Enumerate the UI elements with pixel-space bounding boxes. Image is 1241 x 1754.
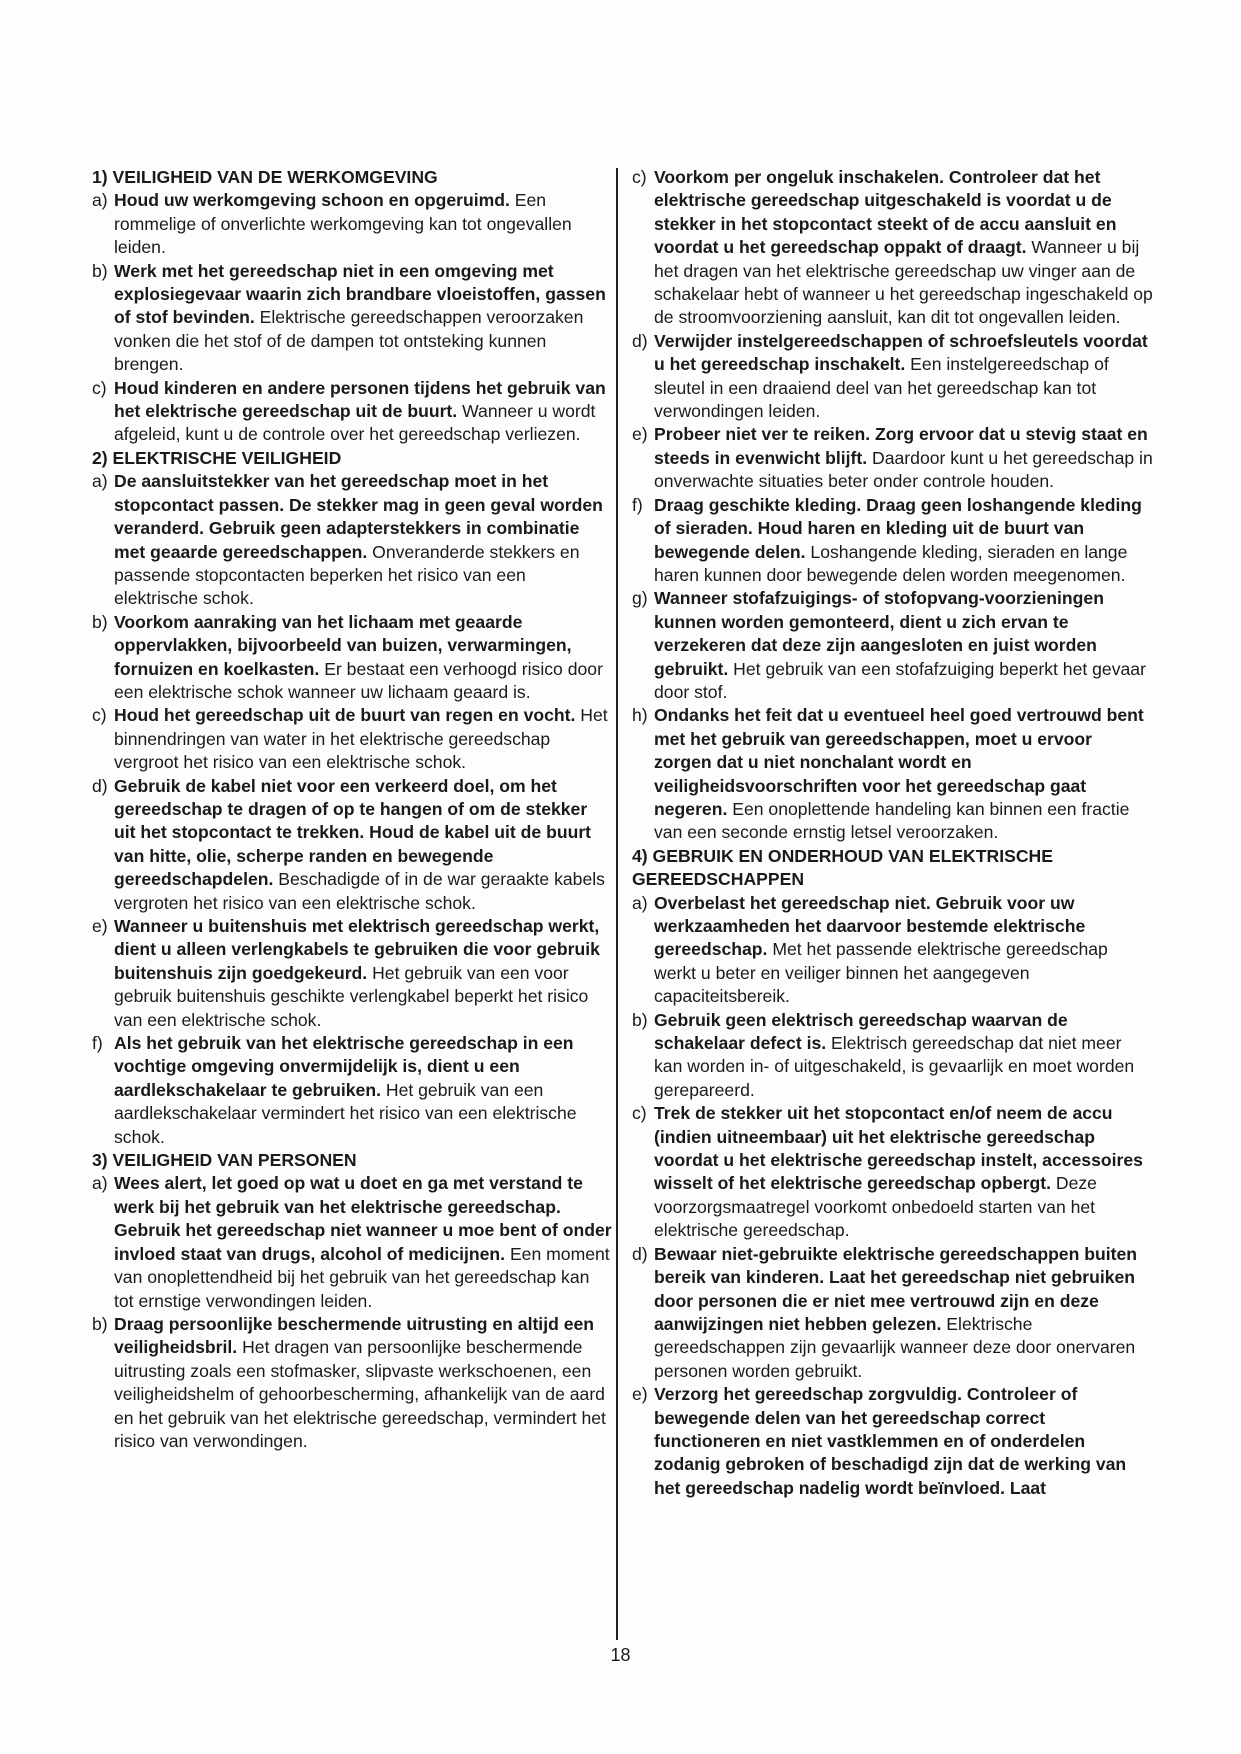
item-bold-text: Overbelast het gereedschap niet. Gebruik voor uw werkzaamheden het daarvoor bestemde elektrische gereedschap. [654, 892, 1086, 960]
right-column [632, 166, 1154, 1500]
list-item [92, 260, 612, 377]
item-letter: b) [92, 611, 108, 632]
item-letter: e) [632, 424, 648, 445]
item-bold-text: Werk met het gereedschap niet in een omgeving met explosiegevaar waarin zich brandbare vloeistoffen, gassen of stof bevinden. [114, 260, 606, 328]
list-item [632, 1243, 1154, 1383]
list-item [632, 1383, 1154, 1500]
item-text: Een onoplettende handeling kan binnen een fractie van een seconde ernstig letsel veroorzaken. [654, 798, 1130, 843]
item-text: Met het passende elektrische gereedschap werkt u beter en veiliger binnen het aangegeven capaciteitsbereik. [654, 939, 1108, 1007]
item-letter: f) [92, 1033, 103, 1054]
list-item [92, 470, 612, 610]
item-text: Beschadigde of in de war geraakte kabels vergroten het risico van een elektrische schok. [114, 869, 605, 913]
item-letter: f) [632, 494, 643, 515]
item-letter: d) [632, 1243, 648, 1264]
list-item [92, 1172, 612, 1312]
item-letter: e) [632, 1384, 648, 1405]
list-item [632, 423, 1154, 493]
item-bold-text: Houd het gereedschap uit de buurt van regen en vocht. [114, 705, 576, 726]
item-bold-text: Verzorg het gereedschap zorgvuldig. Controleer of bewegende delen van het gereedschap correct functioneren en niet vastklemmen en of onderdelen zodanig gebroken of beschadigd zijn dat de werking van het gereedschap nadelig wordt beïnvloed. Laat [654, 1384, 1127, 1498]
item-bold-text: Draag geschikte kleding. Draag geen loshangende kleding of sieraden. Houd haren en kleding uit de buurt van bewegende delen. [654, 494, 1142, 562]
item-bold-text: Voorkom per ongeluk inschakelen. Controleer dat het elektrische gereedschap uitgeschakeld is voordat u de stekker in het stopcontact steekt of de accu aansluit en voordat u het gereedschap oppakt of draagt. [654, 167, 1117, 258]
item-bold-text: Trek de stekker uit het stopcontact en/of neem de accu (indien uitneembaar) uit het elektrische gereedschap voordat u het elektrische gereedschap instelt, accessoires wisselt of het elektrische gereedschap opbergt. [654, 1103, 1143, 1194]
list-item [632, 1009, 1154, 1103]
list-item [92, 775, 612, 915]
item-letter: d) [92, 775, 108, 796]
list-item [92, 377, 612, 447]
item-text: Het gebruik van een aardlekschakelaar vermindert het risico van een elektrische schok. [114, 1079, 577, 1147]
list-item [632, 494, 1154, 588]
list-item [632, 166, 1154, 330]
item-bold-text: Verwijder instelgereedschappen of schroefsleutels voordat u het gereedschap inschakelt. [654, 330, 1148, 375]
item-bold-text: Wanneer stofafzuigings- of stofopvang-voorzieningen kunnen worden gemonteerd, dient u zich ervan te verzekeren dat deze zijn aangesloten en juist worden gebruikt. [654, 588, 1104, 679]
list-item [92, 704, 612, 774]
list-item [92, 611, 612, 705]
item-bold-text: Voorkom aanraking van het lichaam met geaarde oppervlakken, bijvoorbeeld van buizen, verwarmingen, fornuizen en koelkasten. [114, 611, 572, 679]
item-text: Er bestaat een verhoogd risico door een elektrische schok wanneer uw lichaam geaard is. [114, 658, 603, 702]
item-letter: c) [92, 377, 107, 398]
list-item [632, 1102, 1154, 1242]
item-text: Daardoor kunt u het gereedschap in onverwachte situaties beter onder controle houden. [654, 447, 1153, 492]
item-bold-text: Probeer niet ver te reiken. Zorg ervoor dat u stevig staat en steeds in evenwicht blijft. [654, 424, 1148, 468]
item-text: Wanneer u bij het dragen van het elektrische gereedschap uw vinger aan de schakelaar hebt of wanneer u het gereedschap ingeschakeld op de stroomvoorziening aansluit, kan dit tot ongevallen leiden. [654, 237, 1153, 328]
section-heading: 1) VEILIGHEID VAN DE WERKOMGEVING [92, 167, 438, 187]
item-letter: a) [92, 1173, 108, 1194]
item-bold-text: Ondanks het feit dat u eventueel heel goed vertrouwd bent met het gebruik van gereedschappen, moet u ervoor zorgen dat u niet nonchalant wordt en veiligheidsvoorschriften voor het gereedschap gaat negeren. [654, 705, 1144, 819]
item-letter: h) [632, 705, 648, 726]
item-text: Het dragen van persoonlijke beschermende uitrusting zoals een stofmasker, slipvaste werkschoenen, een veiligheidshelm of gehoorbescherming, afhankelijk van de aard en het gebruik van het elektrische gereedschap, vermindert het risico van verwondingen. [114, 1337, 606, 1451]
item-letter: c) [92, 705, 107, 726]
item-text: Elektrisch gereedschap dat niet meer kan worden in- of uitgeschakeld, is gevaarlijk en moet worden gerepareerd. [654, 1033, 1135, 1100]
item-letter: a) [92, 471, 108, 492]
item-text: Loshangende kleding, sieraden en lange haren kunnen door bewegende delen worden meegenomen. [654, 541, 1128, 585]
item-text: Elektrische gereedschappen veroorzaken vonken die het stof of de dampen tot ontsteking kunnen brengen. [114, 307, 584, 375]
item-text: Het gebruik van een stofafzuiging beperkt het gevaar door stof. [654, 658, 1146, 702]
item-text: Elektrische gereedschappen zijn gevaarlijk wanneer deze door onervaren personen worden gebruikt. [654, 1313, 1136, 1381]
section-heading: 4) GEBRUIK EN ONDERHOUD VAN ELEKTRISCHE GEREEDSCHAPPEN [632, 845, 1053, 890]
item-letter: g) [632, 588, 648, 609]
item-letter: d) [632, 330, 648, 351]
list-item [632, 330, 1154, 424]
list-item [92, 189, 612, 259]
item-text: Onveranderde stekkers en passende stopcontacten beperken het risico van een elektrische schok. [114, 541, 580, 609]
item-letter: b) [92, 1313, 108, 1334]
item-bold-text: Als het gebruik van het elektrische gereedschap in een vochtige omgeving onvermijdelijk is, dient u een aardlekschakelaar te gebruiken. [114, 1033, 574, 1100]
column-divider [616, 168, 618, 1640]
item-bold-text: Wees alert, let goed op wat u doet en ga met verstand te werk bij het gebruik van het elektrische gereedschap. Gebruik het gereedschap niet wanneer u moe bent of onder invloed staat van drugs, alcohol of medicijnen. [114, 1173, 612, 1264]
item-bold-text: Gebruik geen elektrisch gereedschap waarvan de schakelaar defect is. [654, 1009, 1068, 1054]
list-item [92, 915, 612, 1032]
list-item [92, 1313, 612, 1453]
item-letter: b) [632, 1009, 648, 1030]
item-bold-text: Draag persoonlijke beschermende uitrusting en altijd een veiligheidsbril. [114, 1313, 595, 1358]
list-item [632, 892, 1154, 1009]
item-bold-text: Houd uw werkomgeving schoon en opgeruimd. [114, 190, 510, 211]
page-number: 18 [610, 1645, 631, 1665]
item-text: Het binnendringen van water in het elektrische gereedschap vergroot het risico van een elektrische schok. [114, 705, 608, 773]
item-letter: a) [632, 892, 648, 913]
list-item [632, 587, 1154, 704]
item-bold-text: De aansluitstekker van het gereedschap moet in het stopcontact passen. De stekker mag in geen geval worden veranderd. Gebruik geen adapterstekkers in combinatie met geaarde gereedschappen. [114, 471, 603, 562]
item-bold-text: Houd kinderen en andere personen tijdens het gebruik van het elektrische gereedschap uit de buurt. [114, 377, 606, 422]
section-heading: 3) VEILIGHEID VAN PERSONEN [92, 1150, 357, 1171]
item-letter: c) [632, 1103, 647, 1124]
item-letter: e) [92, 916, 108, 936]
left-column [92, 166, 612, 1453]
item-bold-text: Wanneer u buitenshuis met elektrisch gereedschap werkt, dient u alleen verlengkabels te gebruiken die voor gebruik buitenshuis zijn goedgekeurd. [114, 916, 600, 983]
item-text: Een instelgereedschap of sleutel in een draaiend deel van het gereedschap kan tot verwondingen leiden. [654, 354, 1109, 422]
list-item [92, 1032, 612, 1149]
item-text: Wanneer u wordt afgeleid, kunt u de controle over het gereedschap verliezen. [114, 401, 596, 445]
item-text: Een moment van onoplettendheid bij het gebruik van het gereedschap kan tot ernstige verwondingen leiden. [114, 1243, 610, 1311]
item-letter: b) [92, 260, 108, 281]
item-letter: a) [92, 190, 108, 211]
item-bold-text: Bewaar niet-gebruikte elektrische gereedschappen buiten bereik van kinderen. Laat het gereedschap niet gebruiken door personen die er niet mee vertrouwd zijn en deze aanwijzingen niet hebben gelezen. [654, 1243, 1138, 1334]
item-text: Deze voorzorgsmaatregel voorkomt onbedoeld starten van het elektrische gereedschap. [654, 1173, 1097, 1241]
list-item [632, 704, 1154, 844]
item-letter: c) [632, 167, 647, 187]
item-bold-text: Gebruik de kabel niet voor een verkeerd doel, om het gereedschap te dragen of op te hangen of om de stekker uit het stopcontact te trekken. Houd de kabel uit de buurt van hitte, olie, scherpe randen en bewegende gereedschapdelen. [114, 775, 592, 890]
item-text: Het gebruik van een voor gebruik buitenshuis geschikte verlengkabel beperkt het risico van een elektrische schok. [114, 962, 589, 1030]
section-heading: 2) ELEKTRISCHE VEILIGHEID [92, 447, 342, 468]
item-text: Een rommelige of onverlichte werkomgeving kan tot ongevallen leiden. [114, 190, 572, 258]
